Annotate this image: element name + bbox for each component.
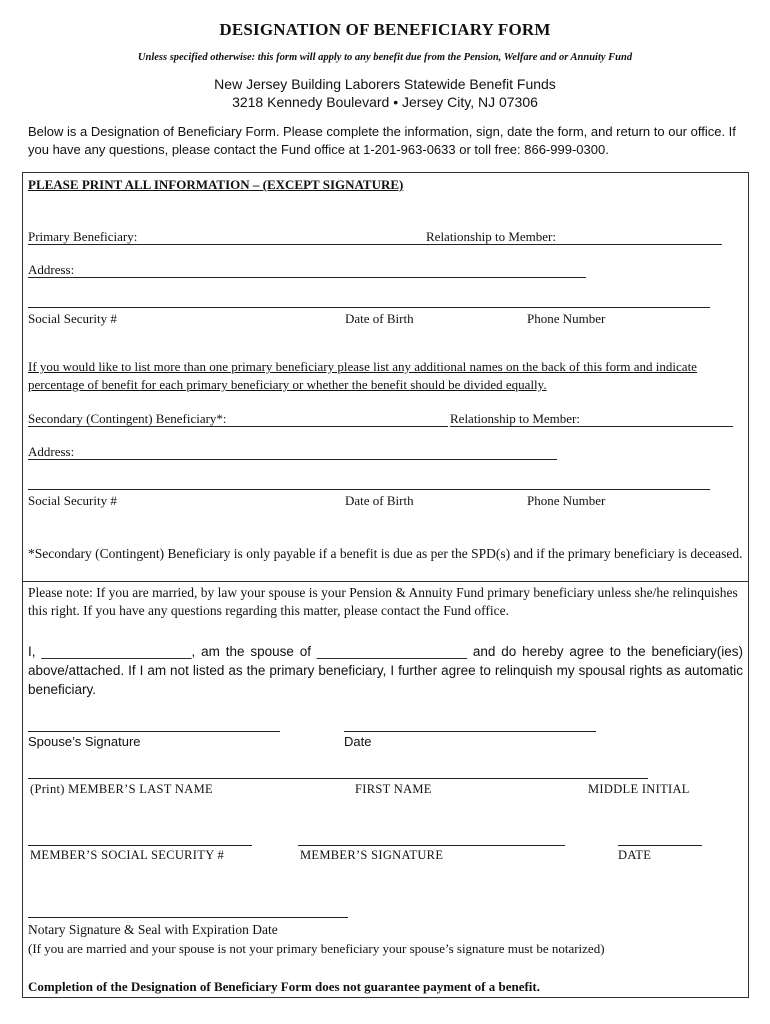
spouse-note: Please note: If you are married, by law your spouse is your Pension & Annuity Fund primary beneficiary unless she/he relinquishes this right. If you have any questions regarding this matter, please contact the Fund office. [28, 585, 738, 618]
secondary-relationship-label: Relationship to Member: [450, 411, 580, 426]
secondary-phone-label: Phone Number [527, 493, 606, 508]
member-middle-initial-label: MIDDLE INITIAL [588, 782, 690, 796]
secondary-ssn-label: Social Security # [28, 493, 117, 508]
spouse-signature-field[interactable] [28, 731, 280, 732]
form-title: DESIGNATION OF BENEFICIARY FORM [219, 20, 551, 39]
organization-name: New Jersey Building Laborers Statewide Benefit Funds [214, 76, 556, 92]
organization-address: 3218 Kennedy Boulevard • Jersey City, NJ 07306 [232, 94, 538, 110]
member-name-field[interactable] [28, 778, 648, 779]
notary-signature-field[interactable] [28, 917, 348, 918]
primary-address-field-line2[interactable] [28, 307, 710, 308]
spouse-date-label: Date [344, 734, 372, 749]
member-signature-label: MEMBER’S SIGNATURE [300, 848, 444, 862]
primary-address-field[interactable] [28, 277, 586, 278]
form-subtitle: Unless specified otherwise: this form will apply to any benefit due from the Pension, Welfare and or Annuity Fund [137, 52, 633, 63]
secondary-beneficiary-field[interactable] [28, 426, 448, 427]
multiple-beneficiary-note: If you would like to list more than one primary beneficiary please list any additional names on the back of this form and indicate percentage of benefit for each primary beneficiary or whether the benefit should be divided equally. [28, 359, 697, 392]
secondary-beneficiary-note: *Secondary (Contingent) Beneficiary is only payable if a benefit is due as per the SPD(s) and if the primary beneficiary is deceased. [28, 546, 743, 561]
notary-note: (If you are married and your spouse is not your primary beneficiary your spouse’s signature must be notarized) [28, 941, 605, 956]
notary-label: Notary Signature & Seal with Expiration Date [28, 922, 278, 937]
primary-beneficiary-label: Primary Beneficiary: [28, 229, 138, 244]
member-last-name-label: (Print) MEMBER’S LAST NAME [30, 782, 213, 796]
section-divider [22, 581, 749, 582]
primary-address-label: Address: [28, 262, 75, 277]
primary-dob-label: Date of Birth [345, 311, 414, 326]
secondary-dob-label: Date of Birth [345, 493, 414, 508]
secondary-address-label: Address: [28, 444, 75, 459]
secondary-relationship-field[interactable] [450, 426, 733, 427]
member-ssn-label: MEMBER’S SOCIAL SECURITY # [30, 848, 225, 862]
secondary-beneficiary-label: Secondary (Contingent) Beneficiary*: [28, 411, 227, 426]
primary-relationship-label: Relationship to Member: [426, 229, 556, 244]
primary-phone-label: Phone Number [527, 311, 606, 326]
spouse-statement: I, ____________________, am the spouse of ____________________ and do hereby agree to the beneficiary(ies) above/attached. If I am not listed as the primary beneficiary, I further agree to relinquish my spousal rights as automatic beneficiary. [28, 644, 743, 697]
secondary-address-field[interactable] [28, 459, 557, 460]
spouse-date-field[interactable] [344, 731, 596, 732]
primary-beneficiary-field[interactable] [28, 244, 426, 245]
print-instruction-heading: PLEASE PRINT ALL INFORMATION – (EXCEPT SIGNATURE) [28, 177, 404, 192]
spouse-signature-label: Spouse’s Signature [28, 734, 141, 749]
member-signature-field[interactable] [298, 845, 565, 846]
primary-ssn-label: Social Security # [28, 311, 117, 326]
member-date-label: DATE [618, 848, 652, 862]
secondary-address-field-line2[interactable] [28, 489, 710, 490]
primary-relationship-field[interactable] [426, 244, 722, 245]
disclaimer-text: Completion of the Designation of Beneficiary Form does not guarantee payment of a benefit. [28, 979, 540, 994]
member-first-name-label: FIRST NAME [355, 782, 432, 796]
member-ssn-field[interactable] [28, 845, 252, 846]
member-date-field[interactable] [618, 845, 702, 846]
intro-text: Below is a Designation of Beneficiary Form. Please complete the information, sign, date the form, and return to our office. If you have any questions, please contact the Fund office at 1-201-963-0633 or toll free: 866-999-0300. [28, 124, 736, 157]
